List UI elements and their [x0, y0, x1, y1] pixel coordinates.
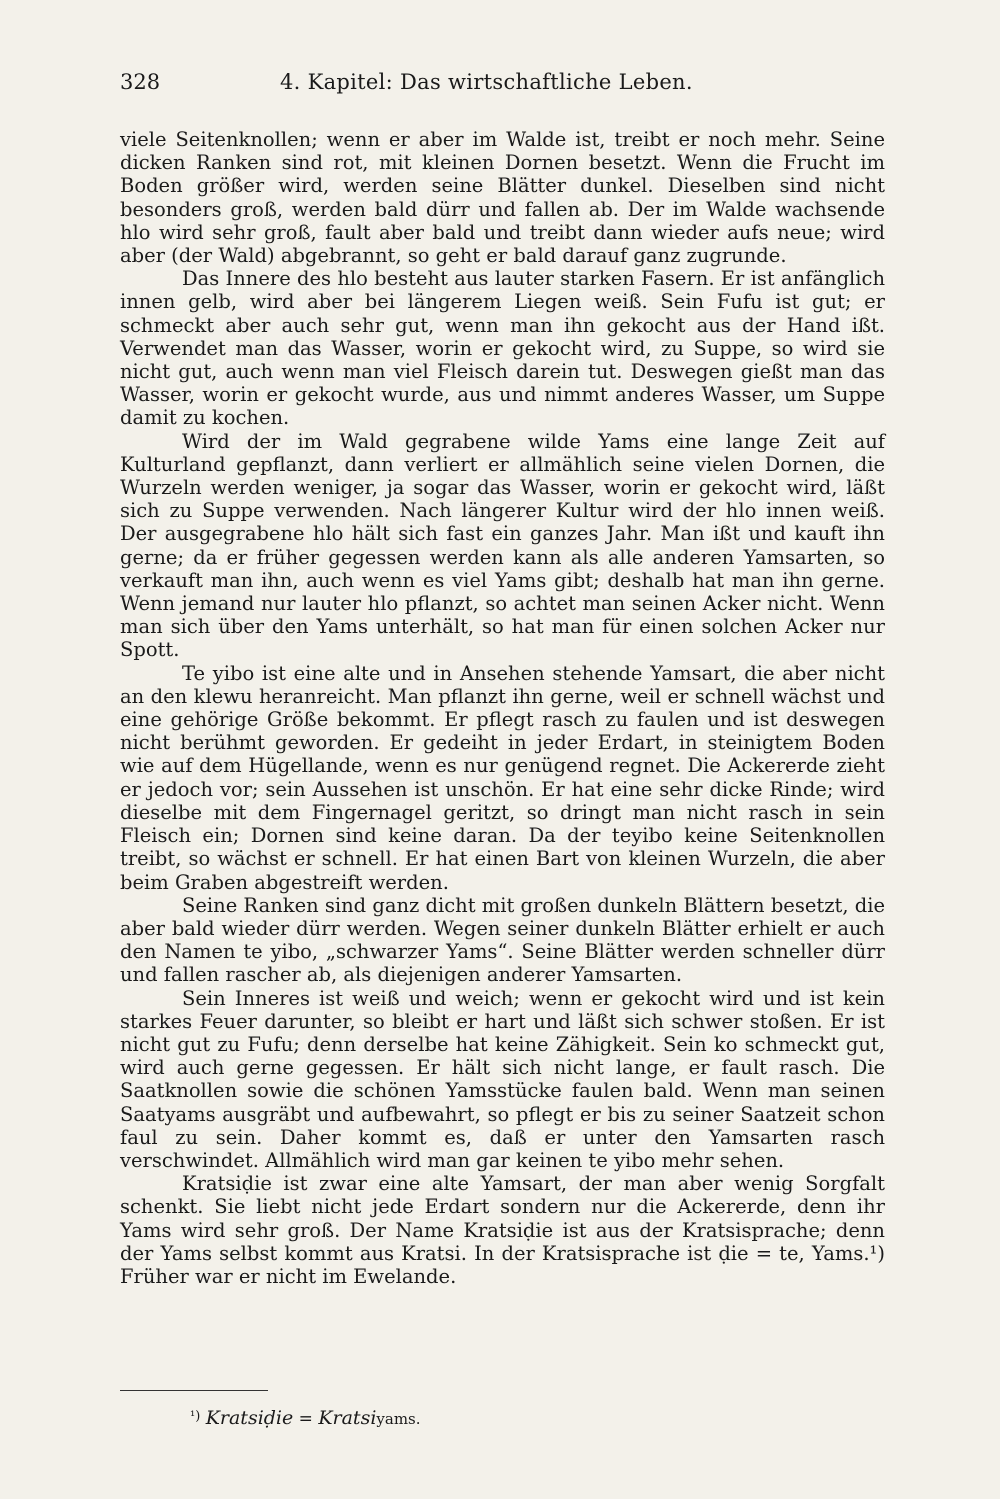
footnote-equals: =	[298, 1409, 313, 1429]
footnote-rule	[120, 1390, 268, 1391]
paragraph-1: viele Seitenknollen; wenn er aber im Walde ist, treibt er noch mehr. Seine dicken Ranken sind rot, mit kleinen Dornen besetzt. Wenn die Frucht im Boden größer wird, werden seine Blätter dunkel. Dieselben sind nicht besonders groß, werden bald dürr und fallen ab. Der im Walde wachsende hlo wird sehr groß, fault aber bald und treibt dann wieder aufs neue; wird aber (der Wald) abgebrannt, so geht er bald darauf ganz zugrunde.	[120, 128, 885, 268]
page-header	[120, 70, 885, 110]
footnote	[190, 1407, 421, 1429]
page-number: 328	[120, 70, 161, 94]
footnote-gloss-italic: Kratsi	[318, 1407, 377, 1429]
footnote-gloss-rest: yams.	[376, 1410, 421, 1428]
paragraph-6: Sein Inneres ist weiß und weich; wenn er gekocht wird und ist kein starkes Feuer darunter, so bleibt er hart und läßt sich schwer stoßen. Er ist nicht gut zu Fufu; denn derselbe hat keine Zähigkeit. Sein ko schmeckt gut, wird auch gerne gegessen. Er hält sich nicht lange, er fault rasch. Die Saatknollen sowie die schönen Yamsstücke faulen bald. Wenn man seinen Saatyams ausgräbt und aufbewahrt, so pflegt er bis zu seiner Saatzeit schon faul zu sein. Daher kommt es, daß er unter den Yamsarten rasch verschwindet. Allmählich wird man gar keinen te yibo mehr sehen.	[120, 986, 885, 1172]
body-text	[120, 128, 885, 1288]
footnote-marker: ¹)	[190, 1409, 201, 1424]
footnote-term: Kratsiḍie	[205, 1407, 294, 1429]
paragraph-3: Wird der im Wald gegrabene wilde Yams eine lange Zeit auf Kulturland gepflanzt, dann verliert er allmählich seine vielen Dornen, die Wurzeln werden weniger, ja sogar das Wasser, worin er gekocht wird, läßt sich zu Suppe verwenden. Nach längerer Kultur wird der hlo innen weiß. Der ausgegrabene hlo hält sich fast ein ganzes Jahr. Man ißt und kauft ihn gerne; da er früher gegessen werden kann als alle anderen Yamsarten, so verkauft man ihn, auch wenn es viel Yams gibt; deshalb hat man ihn gerne. Wenn jemand nur lauter hlo pflanzt, so achtet man seinen Acker nicht. Wenn man sich über den Yams unterhält, so hat man für einen solchen Acker nur Spott.	[120, 429, 885, 662]
paragraph-2: Das Innere des hlo besteht aus lauter starken Fasern. Er ist anfänglich innen gelb, wird aber bei längerem Liegen weiß. Sein Fufu ist gut; er schmeckt aber auch sehr gut, wenn man ihn gekocht aus der Hand ißt. Verwendet man das Wasser, worin er gekocht wird, zu Suppe, so wird sie nicht gut, auch wenn man viel Fleisch darein tut. Deswegen gießt man das Wasser, worin er gekocht wurde, aus und nimmt anderes Wasser, um Suppe damit zu kochen.	[120, 267, 885, 430]
paragraph-4: Te yibo ist eine alte und in Ansehen stehende Yamsart, die aber nicht an den klewu heranreicht. Man pflanzt ihn gerne, weil er schnell wächst und eine gehörige Größe bekommt. Er pflegt rasch zu faulen und ist deswegen nicht berühmt geworden. Er gedeiht in jeder Erdart, in steinigtem Boden wie auf dem Hügellande, wenn es nur genügend regnet. Die Ackererde zieht er jedoch vor; sein Aussehen ist unschön. Er hat eine sehr dicke Rinde; wird dieselbe mit dem Fingernagel geritzt, so dringt man nicht rasch in sein Fleisch ein; Dornen sind keine daran. Da der teyibo keine Seitenknollen treibt, so wächst er schnell. Er hat einen Bart von kleinen Wurzeln, die aber beim Graben abgestreift werden.	[120, 661, 885, 894]
paragraph-7: Kratsiḍie ist zwar eine alte Yamsart, der man aber wenig Sorgfalt schenkt. Sie liebt nicht jede Erdart sondern nur die Ackererde, denn ihr Yams wird sehr groß. Der Name Kratsiḍie ist aus der Kratsisprache; denn der Yams selbst kommt aus Kratsi. In der Kratsisprache ist ḍie = te, Yams.¹) Früher war er nicht im Ewelande.	[120, 1172, 885, 1288]
paragraph-5: Seine Ranken sind ganz dicht mit großen dunkeln Blättern besetzt, die aber bald wieder dürr werden. Wegen seiner dunkeln Blätter erhielt er auch den Namen te yibo, „schwarzer Yams“. Seine Blätter werden schneller dürr und fallen rascher ab, als diejenigen anderer Yamsarten.	[120, 893, 885, 987]
running-head: 4. Kapitel: Das wirtschaftliche Leben.	[280, 70, 693, 94]
